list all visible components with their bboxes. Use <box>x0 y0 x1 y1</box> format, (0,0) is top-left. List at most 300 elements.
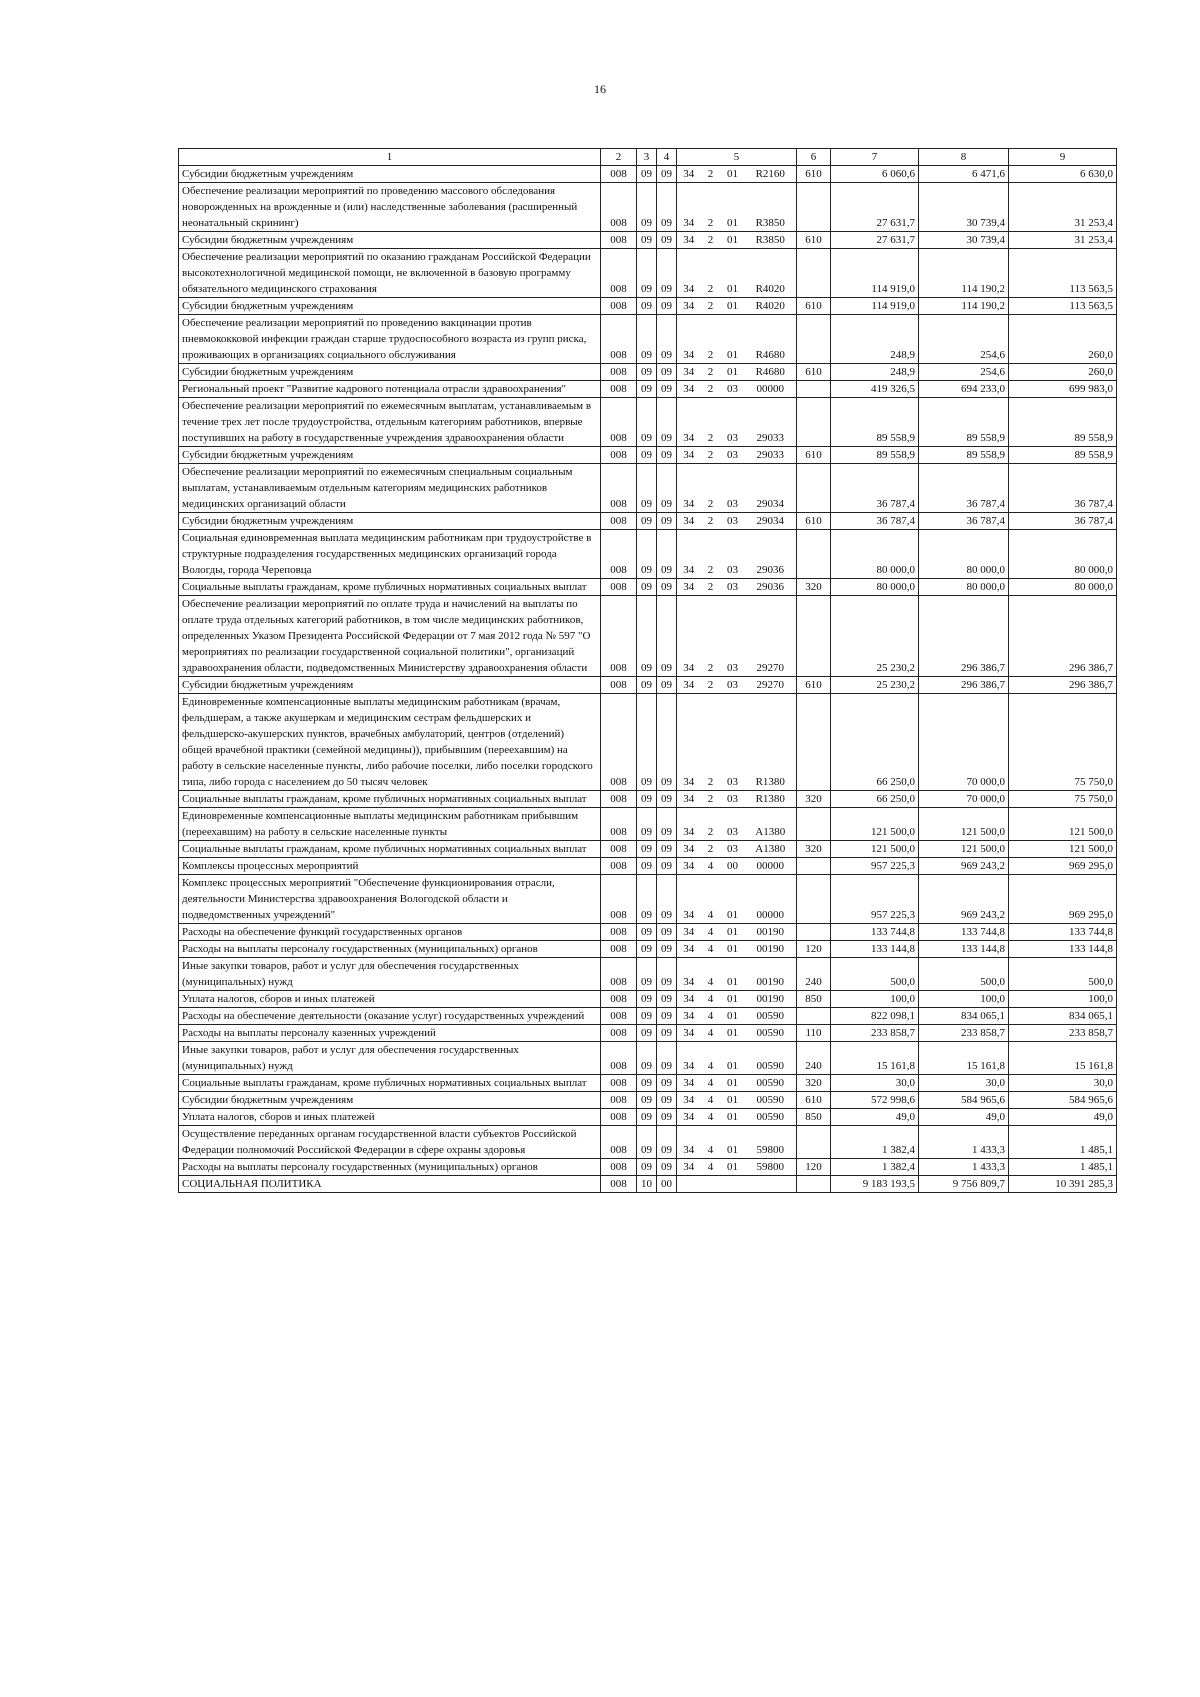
code-direction <box>745 1176 797 1193</box>
code-expense-type <box>797 464 831 513</box>
code-project: 03 <box>721 677 745 694</box>
row-description: Расходы на выплаты персоналу казенных учреждений <box>179 1025 601 1042</box>
code-subprogram-type: 2 <box>701 398 721 447</box>
code-section: 09 <box>637 166 657 183</box>
code-ministry: 008 <box>601 1176 637 1193</box>
code-program: 34 <box>677 315 701 364</box>
code-ministry: 008 <box>601 677 637 694</box>
row-description: Расходы на выплаты персоналу государственных (муниципальных) органов <box>179 941 601 958</box>
code-subsection: 09 <box>657 1092 677 1109</box>
code-direction: 29270 <box>745 596 797 677</box>
code-ministry: 008 <box>601 315 637 364</box>
amount-year-1: 25 230,2 <box>831 677 919 694</box>
row-description: Субсидии бюджетным учреждениям <box>179 447 601 464</box>
row-description: Социальные выплаты гражданам, кроме публичных нормативных социальных выплат <box>179 1075 601 1092</box>
row-description: Субсидии бюджетным учреждениям <box>179 364 601 381</box>
code-expense-type <box>797 875 831 924</box>
code-project: 01 <box>721 1075 745 1092</box>
amount-year-2: 233 858,7 <box>919 1025 1009 1042</box>
table-row <box>179 808 1117 841</box>
amount-year-1: 572 998,6 <box>831 1092 919 1109</box>
amount-year-3: 75 750,0 <box>1009 791 1117 808</box>
amount-year-2: 114 190,2 <box>919 298 1009 315</box>
code-project: 03 <box>721 841 745 858</box>
code-program: 34 <box>677 183 701 232</box>
amount-year-1: 114 919,0 <box>831 298 919 315</box>
code-ministry: 008 <box>601 447 637 464</box>
code-direction: 59800 <box>745 1159 797 1176</box>
code-project: 01 <box>721 924 745 941</box>
amount-year-1: 248,9 <box>831 315 919 364</box>
code-direction: 59800 <box>745 1126 797 1159</box>
code-project: 01 <box>721 232 745 249</box>
code-subprogram-type: 4 <box>701 1042 721 1075</box>
code-direction: R4680 <box>745 315 797 364</box>
amount-year-3: 31 253,4 <box>1009 183 1117 232</box>
code-ministry: 008 <box>601 249 637 298</box>
amount-year-2: 500,0 <box>919 958 1009 991</box>
amount-year-2: 15 161,8 <box>919 1042 1009 1075</box>
code-program: 34 <box>677 1025 701 1042</box>
table-row <box>179 464 1117 513</box>
row-description: Комплексы процессных мероприятий <box>179 858 601 875</box>
table-row <box>179 530 1117 579</box>
code-subprogram-type: 2 <box>701 249 721 298</box>
code-direction: 00590 <box>745 1109 797 1126</box>
header-row <box>179 149 1117 166</box>
amount-year-3: 260,0 <box>1009 315 1117 364</box>
code-expense-type: 610 <box>797 447 831 464</box>
code-section: 09 <box>637 1075 657 1092</box>
amount-year-1: 80 000,0 <box>831 579 919 596</box>
row-description: Уплата налогов, сборов и иных платежей <box>179 1109 601 1126</box>
code-ministry: 008 <box>601 596 637 677</box>
amount-year-2: 254,6 <box>919 315 1009 364</box>
amount-year-1: 121 500,0 <box>831 808 919 841</box>
amount-year-1: 133 744,8 <box>831 924 919 941</box>
code-project: 01 <box>721 166 745 183</box>
table-row <box>179 183 1117 232</box>
code-direction: R4020 <box>745 298 797 315</box>
code-program: 34 <box>677 1042 701 1075</box>
row-description: Обеспечение реализации мероприятий по проведению вакцинации против пневмококковой инфекции граждан старше трудоспособного возраста из групп риска, проживающих в организациях социального обслуживания <box>179 315 601 364</box>
amount-year-3: 113 563,5 <box>1009 298 1117 315</box>
amount-year-1: 25 230,2 <box>831 596 919 677</box>
row-description: Расходы на выплаты персоналу государственных (муниципальных) органов <box>179 1159 601 1176</box>
code-ministry: 008 <box>601 513 637 530</box>
code-direction: R1380 <box>745 694 797 791</box>
code-ministry: 008 <box>601 1008 637 1025</box>
row-description: Уплата налогов, сборов и иных платежей <box>179 991 601 1008</box>
row-description: Расходы на обеспечение деятельности (оказание услуг) государственных учреждений <box>179 1008 601 1025</box>
code-section: 09 <box>637 924 657 941</box>
code-program: 34 <box>677 530 701 579</box>
table-row <box>179 596 1117 677</box>
code-project: 03 <box>721 791 745 808</box>
code-subsection: 09 <box>657 298 677 315</box>
amount-year-2: 30,0 <box>919 1075 1009 1092</box>
code-ministry: 008 <box>601 298 637 315</box>
amount-year-3: 89 558,9 <box>1009 447 1117 464</box>
code-subsection: 09 <box>657 694 677 791</box>
amount-year-1: 66 250,0 <box>831 791 919 808</box>
code-subprogram-type: 2 <box>701 513 721 530</box>
code-project: 03 <box>721 596 745 677</box>
row-description: Социальные выплаты гражданам, кроме публичных нормативных социальных выплат <box>179 791 601 808</box>
code-section: 09 <box>637 1092 657 1109</box>
header-cell: 7 <box>831 149 919 166</box>
code-expense-type: 240 <box>797 1042 831 1075</box>
amount-year-3: 296 386,7 <box>1009 596 1117 677</box>
code-direction: 00590 <box>745 1042 797 1075</box>
amount-year-3: 15 161,8 <box>1009 1042 1117 1075</box>
amount-year-2: 694 233,0 <box>919 381 1009 398</box>
code-section: 09 <box>637 364 657 381</box>
amount-year-2: 70 000,0 <box>919 694 1009 791</box>
table-row <box>179 1176 1117 1193</box>
code-expense-type <box>797 1126 831 1159</box>
amount-year-2: 49,0 <box>919 1109 1009 1126</box>
amount-year-3: 80 000,0 <box>1009 530 1117 579</box>
code-expense-type <box>797 249 831 298</box>
code-subprogram-type: 2 <box>701 166 721 183</box>
table-row <box>179 315 1117 364</box>
row-description: Социальные выплаты гражданам, кроме публичных нормативных социальных выплат <box>179 841 601 858</box>
table-row <box>179 858 1117 875</box>
code-subsection: 09 <box>657 841 677 858</box>
amount-year-1: 27 631,7 <box>831 183 919 232</box>
code-section: 09 <box>637 1042 657 1075</box>
code-program: 34 <box>677 232 701 249</box>
code-ministry: 008 <box>601 1025 637 1042</box>
code-direction: R1380 <box>745 791 797 808</box>
code-direction: R3850 <box>745 183 797 232</box>
row-description: Социальная единовременная выплата медицинским работникам при трудоустройстве в структурные подразделения государственных медицинских организаций города Вологды, города Череповца <box>179 530 601 579</box>
amount-year-2: 114 190,2 <box>919 249 1009 298</box>
code-expense-type <box>797 1176 831 1193</box>
code-direction: 29036 <box>745 579 797 596</box>
code-expense-type <box>797 315 831 364</box>
code-subprogram-type: 4 <box>701 1159 721 1176</box>
code-project: 01 <box>721 1025 745 1042</box>
code-section: 09 <box>637 941 657 958</box>
amount-year-2: 89 558,9 <box>919 447 1009 464</box>
amount-year-1: 89 558,9 <box>831 398 919 447</box>
table-row <box>179 579 1117 596</box>
code-program: 34 <box>677 464 701 513</box>
table-row <box>179 1109 1117 1126</box>
code-project: 01 <box>721 298 745 315</box>
code-subprogram-type: 2 <box>701 530 721 579</box>
code-direction: 29033 <box>745 398 797 447</box>
code-subsection: 09 <box>657 530 677 579</box>
code-direction: 29036 <box>745 530 797 579</box>
amount-year-1: 957 225,3 <box>831 875 919 924</box>
table-row <box>179 694 1117 791</box>
amount-year-2: 296 386,7 <box>919 677 1009 694</box>
table-row <box>179 166 1117 183</box>
amount-year-1: 80 000,0 <box>831 530 919 579</box>
code-section: 09 <box>637 677 657 694</box>
amount-year-2: 254,6 <box>919 364 1009 381</box>
code-section: 09 <box>637 841 657 858</box>
code-subsection: 09 <box>657 447 677 464</box>
row-description: Региональный проект "Развитие кадрового потенциала отрасли здравоохранения" <box>179 381 601 398</box>
code-program <box>677 1176 701 1193</box>
code-project: 01 <box>721 1109 745 1126</box>
table-row <box>179 958 1117 991</box>
code-project: 03 <box>721 381 745 398</box>
code-subprogram-type: 4 <box>701 875 721 924</box>
code-subsection: 09 <box>657 941 677 958</box>
code-subprogram-type: 2 <box>701 694 721 791</box>
row-description: Субсидии бюджетным учреждениям <box>179 677 601 694</box>
code-subprogram-type: 2 <box>701 841 721 858</box>
amount-year-1: 89 558,9 <box>831 447 919 464</box>
amount-year-1: 419 326,5 <box>831 381 919 398</box>
row-description: Единовременные компенсационные выплаты медицинским работникам прибывшим (переехавшим) на работу в сельские населенные пункты <box>179 808 601 841</box>
amount-year-1: 248,9 <box>831 364 919 381</box>
code-subsection: 09 <box>657 232 677 249</box>
code-program: 34 <box>677 579 701 596</box>
code-direction: 29270 <box>745 677 797 694</box>
amount-year-3: 75 750,0 <box>1009 694 1117 791</box>
code-expense-type: 120 <box>797 1159 831 1176</box>
table-row <box>179 791 1117 808</box>
amount-year-2: 30 739,4 <box>919 232 1009 249</box>
code-section: 09 <box>637 1025 657 1042</box>
code-subsection: 09 <box>657 791 677 808</box>
header-cell: 4 <box>657 149 677 166</box>
code-program: 34 <box>677 398 701 447</box>
code-subsection: 09 <box>657 1025 677 1042</box>
code-section: 09 <box>637 808 657 841</box>
budget-table <box>178 148 1117 1193</box>
code-ministry: 008 <box>601 1075 637 1092</box>
code-expense-type: 320 <box>797 841 831 858</box>
code-ministry: 008 <box>601 232 637 249</box>
amount-year-2: 1 433,3 <box>919 1159 1009 1176</box>
code-project: 01 <box>721 1126 745 1159</box>
code-subprogram-type: 2 <box>701 677 721 694</box>
code-section: 09 <box>637 1159 657 1176</box>
code-program: 34 <box>677 249 701 298</box>
code-subsection: 09 <box>657 464 677 513</box>
code-subsection: 09 <box>657 166 677 183</box>
code-subsection: 09 <box>657 991 677 1008</box>
code-expense-type: 120 <box>797 941 831 958</box>
table-row <box>179 381 1117 398</box>
code-project: 03 <box>721 808 745 841</box>
row-description: Обеспечение реализации мероприятий по ежемесячным специальным социальным выплатам, устанавливаемым отдельным категориям медицинских работников медицинских организаций области <box>179 464 601 513</box>
page-number: 16 <box>594 82 606 96</box>
table-row <box>179 298 1117 315</box>
code-project: 01 <box>721 183 745 232</box>
code-program: 34 <box>677 808 701 841</box>
amount-year-1: 100,0 <box>831 991 919 1008</box>
code-direction: 29034 <box>745 464 797 513</box>
code-subsection: 09 <box>657 1159 677 1176</box>
amount-year-3: 500,0 <box>1009 958 1117 991</box>
code-program: 34 <box>677 1126 701 1159</box>
amount-year-3: 296 386,7 <box>1009 677 1117 694</box>
code-subprogram-type: 4 <box>701 858 721 875</box>
amount-year-3: 969 295,0 <box>1009 858 1117 875</box>
code-ministry: 008 <box>601 1042 637 1075</box>
code-expense-type: 850 <box>797 1109 831 1126</box>
code-program: 34 <box>677 364 701 381</box>
code-subprogram-type: 2 <box>701 232 721 249</box>
table-row <box>179 924 1117 941</box>
code-section: 09 <box>637 596 657 677</box>
code-subprogram-type: 2 <box>701 808 721 841</box>
amount-year-1: 1 382,4 <box>831 1159 919 1176</box>
amount-year-1: 822 098,1 <box>831 1008 919 1025</box>
code-ministry: 008 <box>601 364 637 381</box>
code-subprogram-type: 2 <box>701 447 721 464</box>
code-direction: 00590 <box>745 1025 797 1042</box>
code-program: 34 <box>677 1008 701 1025</box>
amount-year-1: 6 060,6 <box>831 166 919 183</box>
code-subprogram-type: 4 <box>701 1025 721 1042</box>
amount-year-2: 100,0 <box>919 991 1009 1008</box>
table-row <box>179 941 1117 958</box>
code-subsection: 09 <box>657 924 677 941</box>
code-section: 09 <box>637 1109 657 1126</box>
row-description: Субсидии бюджетным учреждениям <box>179 166 601 183</box>
amount-year-1: 36 787,4 <box>831 513 919 530</box>
table-row <box>179 1008 1117 1025</box>
code-direction: 00190 <box>745 991 797 1008</box>
code-program: 34 <box>677 447 701 464</box>
code-program: 34 <box>677 694 701 791</box>
code-subprogram-type: 2 <box>701 183 721 232</box>
amount-year-3: 260,0 <box>1009 364 1117 381</box>
code-ministry: 008 <box>601 166 637 183</box>
code-subprogram-type: 2 <box>701 579 721 596</box>
table-row <box>179 1159 1117 1176</box>
code-project: 01 <box>721 1008 745 1025</box>
amount-year-3: 1 485,1 <box>1009 1126 1117 1159</box>
table-row <box>179 841 1117 858</box>
amount-year-2: 6 471,6 <box>919 166 1009 183</box>
amount-year-3: 6 630,0 <box>1009 166 1117 183</box>
code-program: 34 <box>677 791 701 808</box>
code-expense-type: 610 <box>797 677 831 694</box>
row-description: Социальные выплаты гражданам, кроме публичных нормативных социальных выплат <box>179 579 601 596</box>
table-row <box>179 513 1117 530</box>
row-description: Обеспечение реализации мероприятий по оплате труда и начислений на выплаты по оплате труда отдельных категорий работников, в том числе медицинских работников, определенных Указом Президента Российской Федерации от 7 мая 2012 года № 597 "О мероприятиях по реализации государственной социальной политики", организаций здравоохранения области, подведомственных Министерству здравоохранения области <box>179 596 601 677</box>
table-row <box>179 232 1117 249</box>
row-description: Субсидии бюджетным учреждениям <box>179 232 601 249</box>
code-ministry: 008 <box>601 941 637 958</box>
code-section: 09 <box>637 249 657 298</box>
code-program: 34 <box>677 941 701 958</box>
code-subprogram-type <box>701 1176 721 1193</box>
code-project: 01 <box>721 875 745 924</box>
header-cell: 1 <box>179 149 601 166</box>
amount-year-3: 100,0 <box>1009 991 1117 1008</box>
amount-year-3: 699 983,0 <box>1009 381 1117 398</box>
code-ministry: 008 <box>601 579 637 596</box>
code-expense-type: 320 <box>797 1075 831 1092</box>
code-expense-type <box>797 808 831 841</box>
row-description: Иные закупки товаров, работ и услуг для обеспечения государственных (муниципальных) нужд <box>179 1042 601 1075</box>
amount-year-2: 133 744,8 <box>919 924 1009 941</box>
amount-year-3: 133 144,8 <box>1009 941 1117 958</box>
amount-year-1: 500,0 <box>831 958 919 991</box>
amount-year-2: 1 433,3 <box>919 1126 1009 1159</box>
code-ministry: 008 <box>601 841 637 858</box>
amount-year-3: 10 391 285,3 <box>1009 1176 1117 1193</box>
code-expense-type <box>797 183 831 232</box>
amount-year-1: 121 500,0 <box>831 841 919 858</box>
amount-year-2: 969 243,2 <box>919 875 1009 924</box>
amount-year-2: 133 144,8 <box>919 941 1009 958</box>
code-expense-type: 850 <box>797 991 831 1008</box>
amount-year-1: 133 144,8 <box>831 941 919 958</box>
code-subsection: 09 <box>657 381 677 398</box>
code-ministry: 008 <box>601 808 637 841</box>
code-ministry: 008 <box>601 791 637 808</box>
code-subprogram-type: 4 <box>701 941 721 958</box>
amount-year-3: 1 485,1 <box>1009 1159 1117 1176</box>
code-project: 01 <box>721 315 745 364</box>
code-subprogram-type: 2 <box>701 791 721 808</box>
code-expense-type <box>797 694 831 791</box>
code-subsection: 09 <box>657 596 677 677</box>
code-expense-type: 320 <box>797 791 831 808</box>
code-section: 10 <box>637 1176 657 1193</box>
amount-year-2: 30 739,4 <box>919 183 1009 232</box>
code-subprogram-type: 2 <box>701 364 721 381</box>
code-subsection: 09 <box>657 958 677 991</box>
code-direction: 00190 <box>745 941 797 958</box>
code-subprogram-type: 2 <box>701 381 721 398</box>
code-subprogram-type: 4 <box>701 991 721 1008</box>
code-direction: 00190 <box>745 924 797 941</box>
code-subprogram-type: 4 <box>701 1109 721 1126</box>
amount-year-1: 114 919,0 <box>831 249 919 298</box>
code-section: 09 <box>637 694 657 791</box>
amount-year-3: 584 965,6 <box>1009 1092 1117 1109</box>
code-section: 09 <box>637 183 657 232</box>
code-direction: 29034 <box>745 513 797 530</box>
code-section: 09 <box>637 232 657 249</box>
code-subprogram-type: 2 <box>701 596 721 677</box>
code-direction: 00000 <box>745 875 797 924</box>
row-description: Расходы на обеспечение функций государственных органов <box>179 924 601 941</box>
code-direction: A1380 <box>745 841 797 858</box>
amount-year-1: 30,0 <box>831 1075 919 1092</box>
code-project: 01 <box>721 1042 745 1075</box>
code-program: 34 <box>677 1159 701 1176</box>
code-section: 09 <box>637 530 657 579</box>
amount-year-3: 80 000,0 <box>1009 579 1117 596</box>
amount-year-2: 121 500,0 <box>919 808 1009 841</box>
header-cell: 8 <box>919 149 1009 166</box>
code-subprogram-type: 4 <box>701 1126 721 1159</box>
table-row <box>179 677 1117 694</box>
header-cell: 2 <box>601 149 637 166</box>
code-section: 09 <box>637 579 657 596</box>
amount-year-2: 296 386,7 <box>919 596 1009 677</box>
row-description: Иные закупки товаров, работ и услуг для обеспечения государственных (муниципальных) нужд <box>179 958 601 991</box>
code-program: 34 <box>677 298 701 315</box>
code-project: 03 <box>721 447 745 464</box>
code-ministry: 008 <box>601 991 637 1008</box>
code-subsection: 09 <box>657 513 677 530</box>
